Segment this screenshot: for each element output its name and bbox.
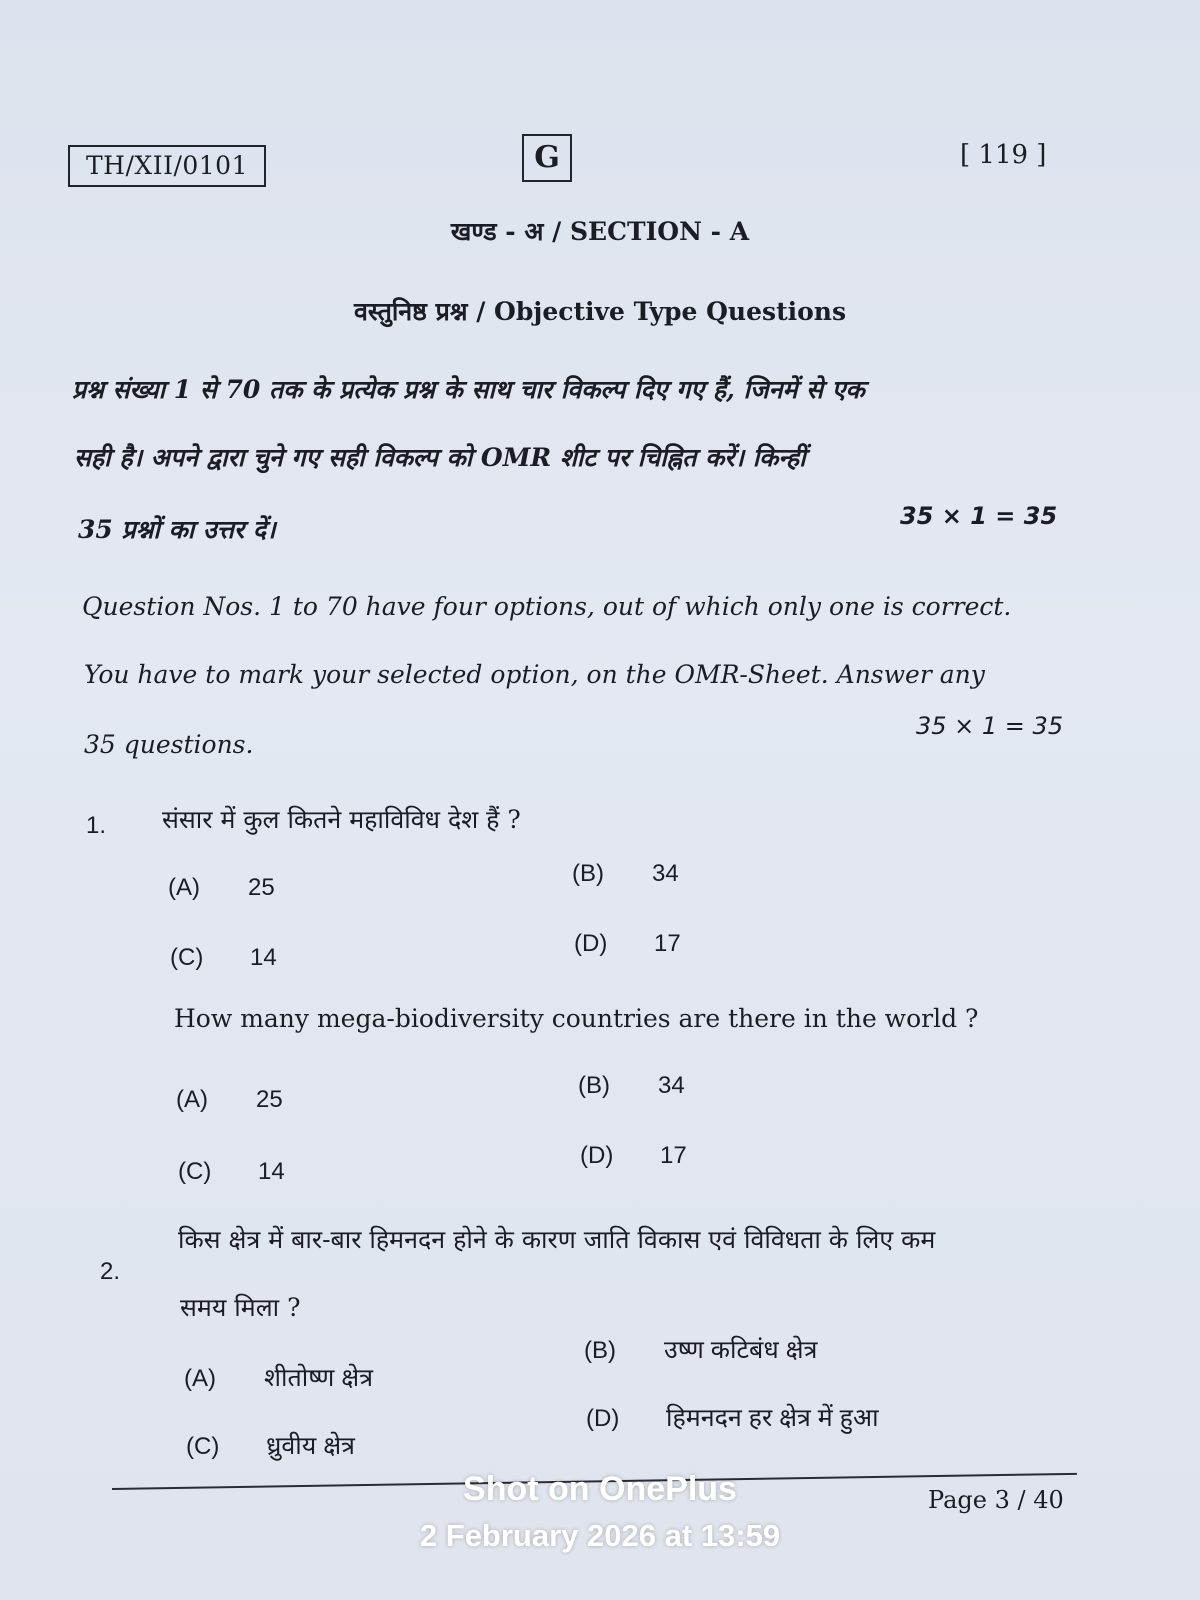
instructions-en-line2: You have to mark your selected option, on the OMR-Sheet. Answer any [84,660,985,689]
serial-number: [ 119 ] [960,140,1047,170]
question-number: 2. [100,1258,121,1285]
option-text: 25 [248,874,275,901]
instructions-hi-line2: सही है। अपने द्वारा चुने गए सही विकल्प को OMR शीट पर चिह्नित करें। किन्हीं [74,443,806,472]
option-c-en [178,1158,285,1186]
instructions-hi-line3: 35 प्रश्नों का उत्तर दें। [78,515,276,544]
instructions-en-marks: 35 × 1 = 35 [916,712,1064,740]
instructions-hi-line1: प्रश्न संख्या 1 से 70 तक के प्रत्येक प्रश्न के साथ चार विकल्प दिए गए हैं, जिनमें से एक [72,375,865,404]
paper-code: TH/XII/0101 [68,145,266,187]
option-label: (C) [186,1433,220,1460]
option-d [586,1400,879,1434]
option-a [168,874,275,902]
option-a [184,1360,373,1394]
option-text: हिमनदन हर क्षेत्र में हुआ [666,1404,879,1432]
option-label: (A) [176,1086,208,1113]
option-text: ध्रुवीय क्षेत्र [266,1432,355,1460]
question-text-hi: संसार में कुल कितने महाविविध देश हैं ? [162,805,521,834]
option-b [584,1332,817,1366]
question-text-en: How many mega-biodiversity countries are there in the world ? [174,1004,979,1033]
option-b [572,860,679,888]
option-text: 14 [250,944,277,971]
option-b-en [578,1072,685,1100]
option-text: 14 [258,1158,285,1185]
option-label: (B) [572,860,604,887]
set-code: G [522,134,572,182]
section-title: खण्ड - अ / SECTION - A [450,217,750,246]
page-number: Page 3 / 40 [928,1486,1064,1514]
question-text-hi-line1: किस क्षेत्र में बार-बार हिमनदन होने के कारण जाति विकास एवं विविधता के लिए कम [178,1225,936,1254]
option-text: 17 [654,930,681,957]
option-text: उष्ण कटिबंध क्षेत्र [664,1336,818,1364]
option-label: (A) [184,1365,216,1392]
option-c [186,1428,355,1462]
camera-watermark-brand: Shot on OnePlus [463,1470,737,1508]
instructions-en-line3: 35 questions. [84,730,254,759]
option-d-en [580,1142,687,1170]
instructions-en-line1: Question Nos. 1 to 70 have four options, out of which only one is correct. [82,592,1012,621]
option-label: (D) [574,930,608,957]
option-label: (C) [178,1158,212,1185]
instructions-hi-marks: 35 × 1 = 35 [900,502,1058,530]
option-text: 17 [660,1142,687,1169]
option-label: (B) [584,1337,616,1364]
option-text: 34 [658,1072,685,1099]
option-text: 25 [256,1086,283,1113]
question-text-hi-line2: समय मिला ? [180,1293,301,1322]
question-number: 1. [86,812,107,839]
camera-watermark-date: 2 February 2026 at 13:59 [419,1518,781,1553]
option-text: शीतोष्ण क्षेत्र [264,1364,373,1392]
option-c [170,944,277,972]
option-label: (A) [168,874,200,901]
option-text: 34 [652,860,679,887]
option-a-en [176,1086,283,1114]
option-label: (D) [586,1405,620,1432]
option-label: (B) [578,1072,610,1099]
option-label: (C) [170,944,204,971]
section-subtitle: वस्तुनिष्ठ प्रश्न / Objective Type Questions [353,297,847,326]
option-d [574,930,681,958]
option-label: (D) [580,1142,614,1169]
